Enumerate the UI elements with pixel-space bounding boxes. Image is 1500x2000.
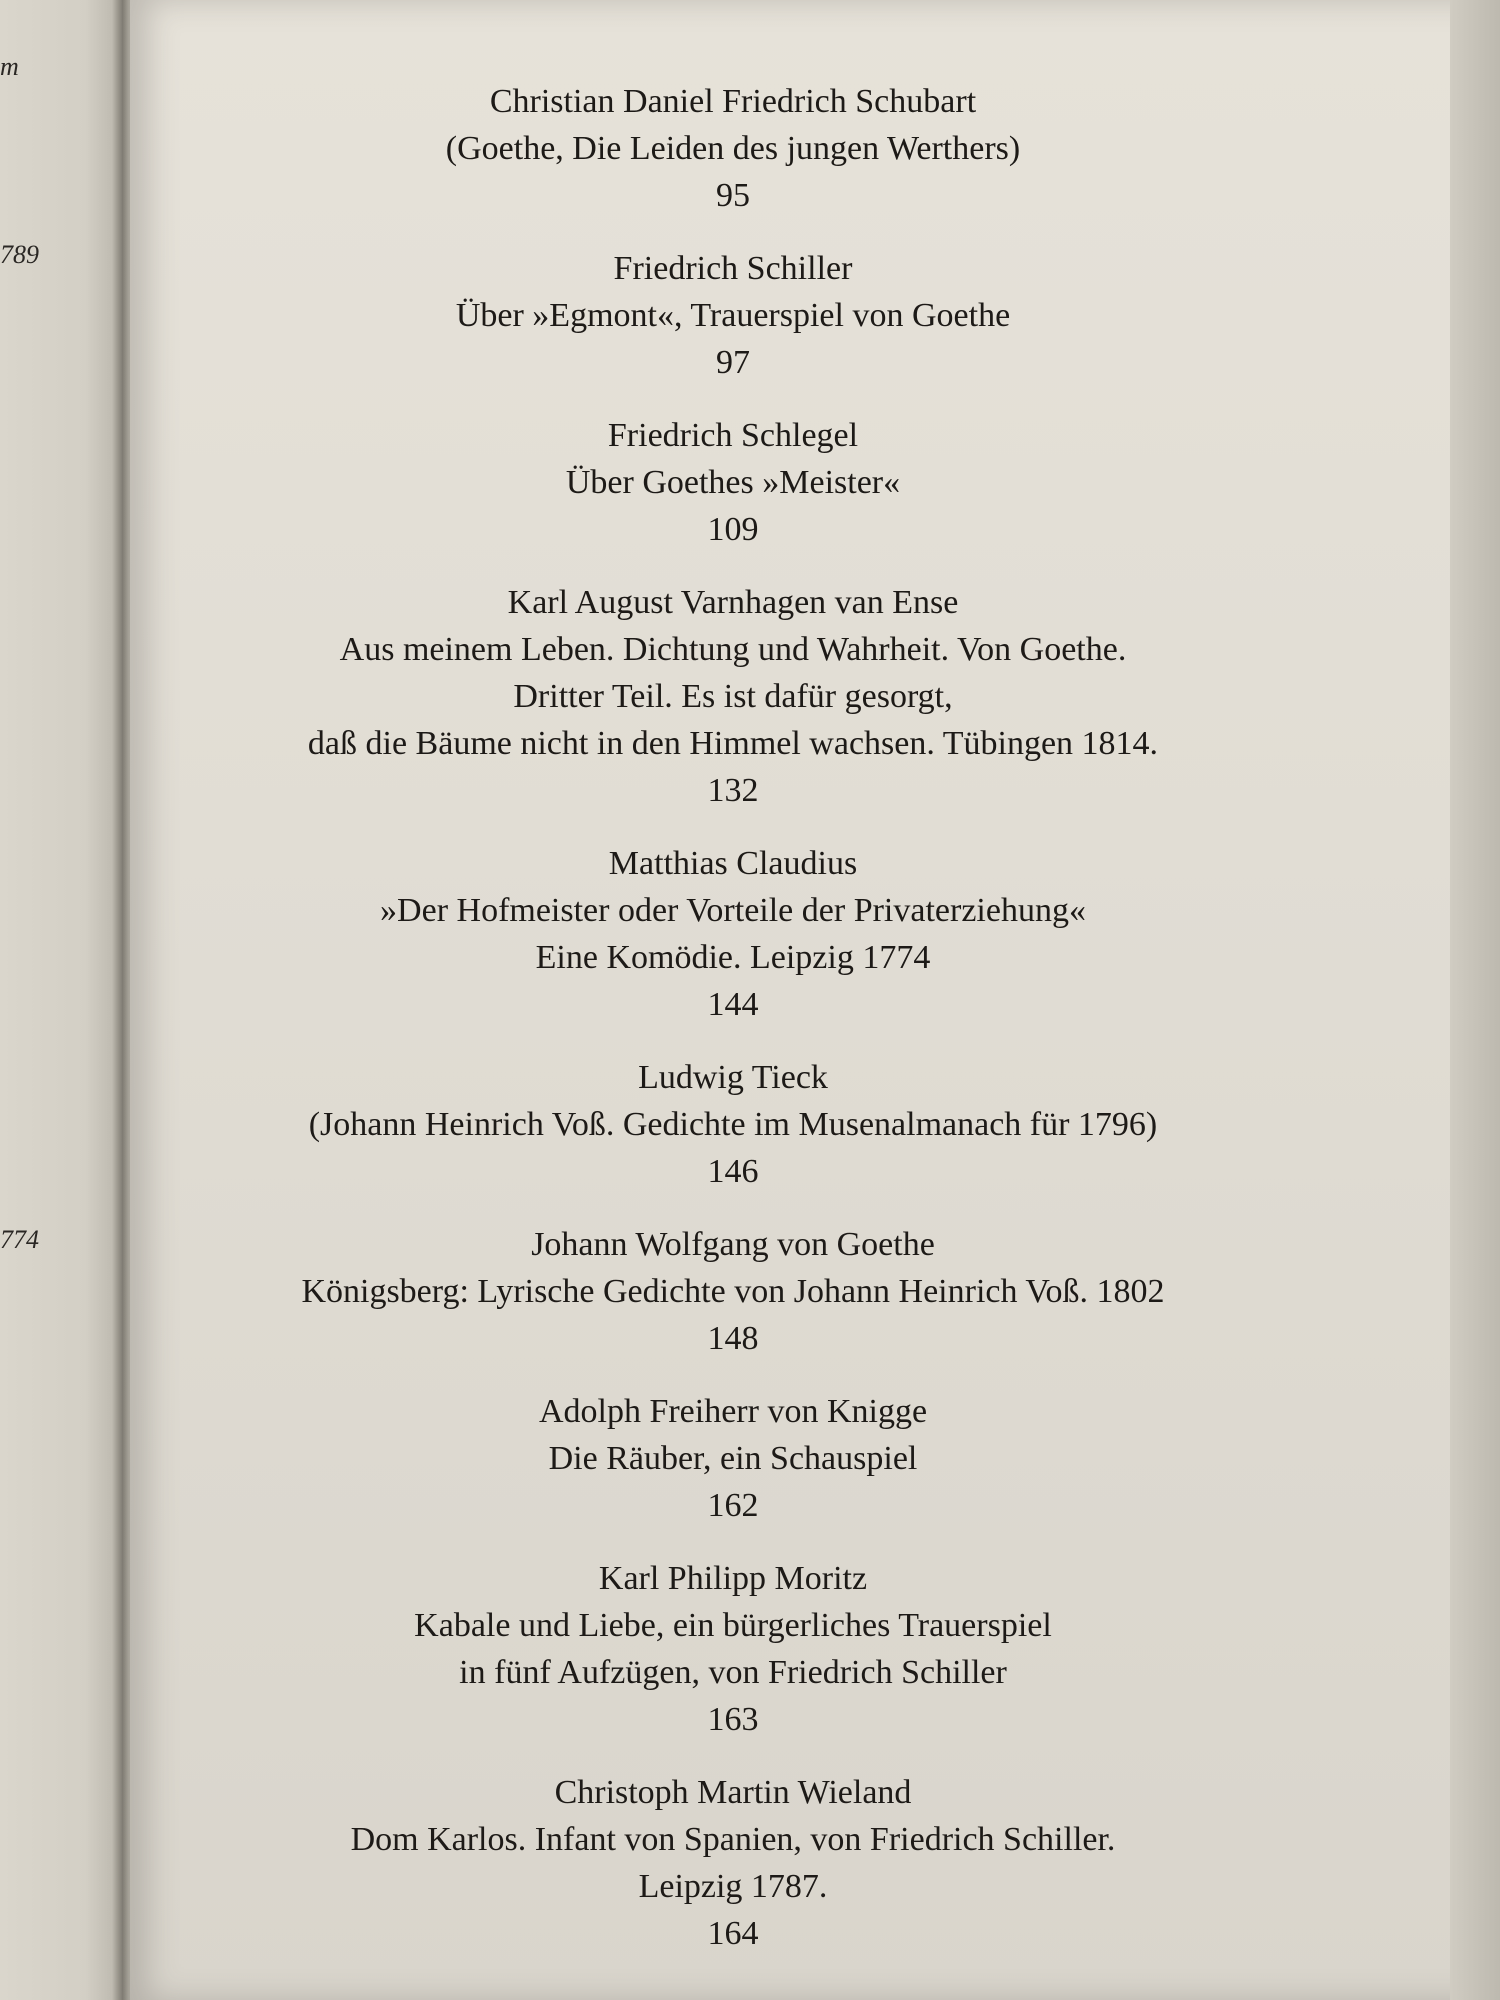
entry-title-line: Kabale und Liebe, ein bürgerliches Trauerspiel <box>414 1607 1052 1644</box>
entry-author: Christoph Martin Wieland <box>554 1774 912 1811</box>
entry-author: Johann Wolfgang von Goethe <box>531 1226 935 1263</box>
entry-page-number: 148 <box>707 1320 759 1357</box>
entry-author: Matthias Claudius <box>608 845 858 882</box>
toc-entry <box>150 245 1316 386</box>
left-page <box>0 0 122 2000</box>
entry-author: Ludwig Tieck <box>638 1059 828 1096</box>
entry-title-line: »Der Hofmeister oder Vorteile der Privaterziehung« <box>380 892 1086 929</box>
entry-title-line: Dom Karlos. Infant von Spanien, von Friedrich Schiller. <box>350 1821 1116 1858</box>
toc-entry <box>150 579 1316 814</box>
entry-author: Christian Daniel Friedrich Schubart <box>489 83 977 120</box>
entry-title-line: daß die Bäume nicht in den Himmel wachsen. Tübingen 1814. <box>307 725 1159 762</box>
entry-title-line: (Johann Heinrich Voß. Gedichte im Musenalmanach für 1796) <box>308 1106 1158 1143</box>
entry-title-line: Aus meinem Leben. Dichtung und Wahrheit. Von Goethe. <box>339 631 1127 668</box>
entry-author: Friedrich Schlegel <box>607 417 859 454</box>
entry-title-line: Dritter Teil. Es ist dafür gesorgt, <box>513 678 953 715</box>
entry-title-line: Königsberg: Lyrische Gedichte von Johann Heinrich Voß. 1802 <box>301 1273 1165 1310</box>
entry-title-line: Über Goethes »Meister« <box>565 464 901 501</box>
entry-page-number: 144 <box>707 986 759 1023</box>
entry-page-number: 162 <box>707 1487 759 1524</box>
table-of-contents <box>150 78 1316 1983</box>
entry-author: Karl Philipp Moritz <box>598 1560 868 1597</box>
page-edge <box>1450 0 1500 2000</box>
toc-entry <box>150 1388 1316 1529</box>
entry-title-line: Die Räuber, ein Schauspiel <box>548 1440 918 1477</box>
toc-entry <box>150 1769 1316 1957</box>
entry-title-line: Leipzig 1787. <box>638 1868 828 1905</box>
toc-entry <box>150 840 1316 1028</box>
entry-page-number: 132 <box>707 772 759 809</box>
entry-page-number: 97 <box>716 344 750 381</box>
toc-entry <box>150 1054 1316 1195</box>
left-page-fragment: 789 <box>0 240 39 269</box>
entry-title-line: (Goethe, Die Leiden des jungen Werthers) <box>445 130 1021 167</box>
entry-author: Friedrich Schiller <box>613 250 853 287</box>
entry-page-number: 146 <box>707 1153 759 1190</box>
entry-page-number: 95 <box>716 177 750 214</box>
entry-title-line: Über »Egmont«, Trauerspiel von Goethe <box>455 297 1011 334</box>
entry-page-number: 109 <box>707 511 759 548</box>
left-page-fragment: m <box>0 52 19 81</box>
entry-author: Karl August Varnhagen van Ense <box>507 584 959 621</box>
left-page-fragment: 774 <box>0 1225 39 1254</box>
toc-entry <box>150 1555 1316 1743</box>
entry-page-number: 164 <box>707 1915 759 1952</box>
entry-author: Adolph Freiherr von Knigge <box>538 1393 928 1430</box>
toc-entry <box>150 1221 1316 1362</box>
entry-title-line: Eine Komödie. Leipzig 1774 <box>535 939 931 976</box>
entry-title-line: in fünf Aufzügen, von Friedrich Schiller <box>459 1654 1007 1691</box>
entry-page-number: 163 <box>707 1701 759 1738</box>
toc-entry <box>150 78 1316 219</box>
toc-entry <box>150 412 1316 553</box>
